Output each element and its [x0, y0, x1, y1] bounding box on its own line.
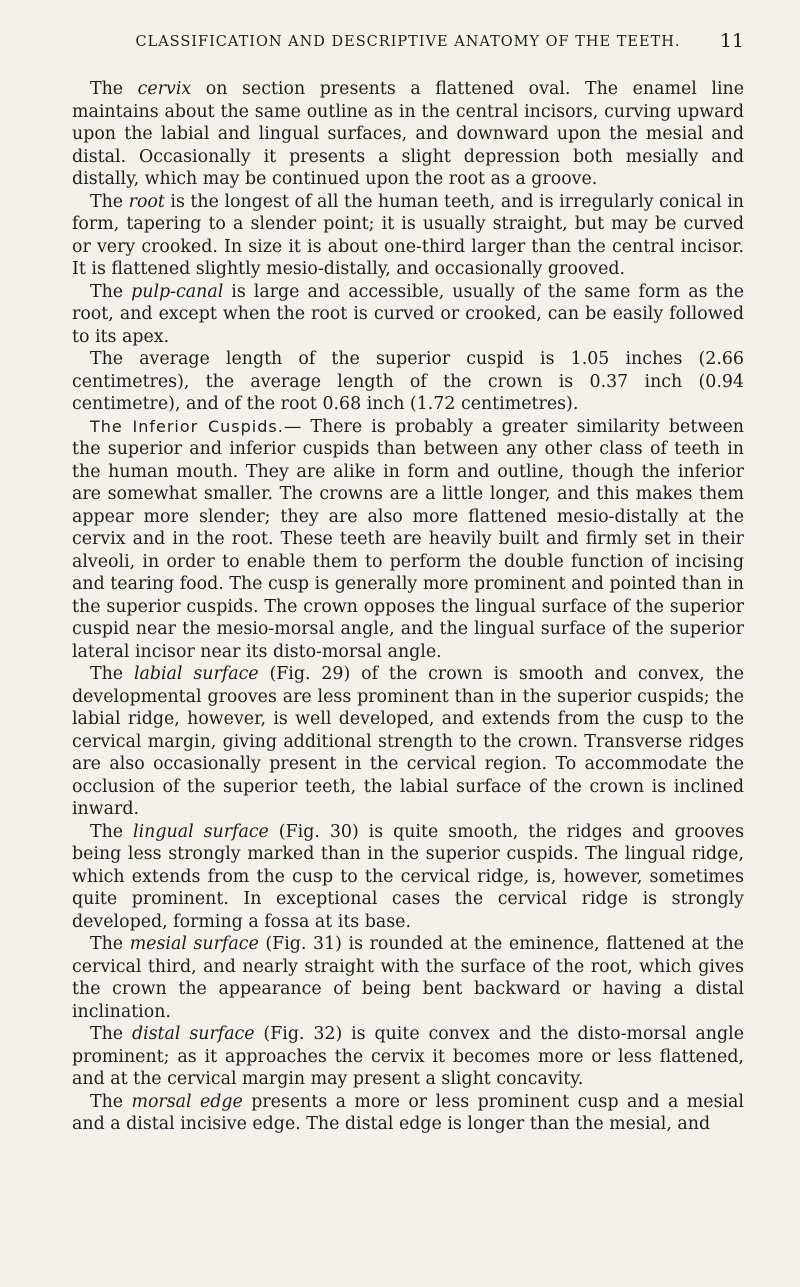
term-root: root: [128, 191, 165, 212]
paragraph-labial-surface: The labial surface (Fig. 29) of the crown is smooth and convex, the developmental grooves are less prominent than in the superior cuspids; the labial ridge, however, is well developed, and extends from the cusp to the cervical margin, giving additional strength to the crown. Transverse ridges are also occasionally present in the cervical region. To accommodate the occlusion of the superior teeth, the labial surface of the crown is inclined inward.: [72, 664, 745, 819]
term-distal-surface: distal surface: [131, 1024, 255, 1044]
paragraph-pulp-canal: The pulp-canal is large and accessible, usually of the same form as the root, and except when the root is curved or crooked, can be easily followed to its apex.: [72, 281, 744, 347]
term-labial-surface: labial surface: [133, 664, 259, 684]
term-mesial-surface: mesial surface: [129, 934, 259, 954]
page-number: 11: [719, 30, 744, 52]
paragraph-mesial-surface: The mesial surface (Fig. 31) is rounded at the eminence, flattened at the cervical third, and nearly straight with the surface of the root, which gives the crown the appearance of being bent backward or having a distal inclination.: [72, 934, 744, 1022]
term-morsal-edge: morsal edge: [131, 1091, 243, 1112]
paragraph-morsal-edge: The morsal edge presents a more or less prominent cusp and a mesial and a distal incisive edge. The distal edge is longer than the mesial, and: [72, 1091, 744, 1134]
paragraph-root: The root is the longest of all the human teeth, and is irregularly conical in form, tapering to a slender point; it is usually straight, but may be curved or very crooked. In size it is about one-third larger than the central incisor. It is flattened slightly mesio-distally, and occasionally grooved.: [72, 191, 744, 279]
paragraph-average-length: The average length of the superior cuspid is 1.05 inches (2.66 centimetres), the average length of the crown is 0.37 inch (0.94 centimetre), and of the root 0.68 inch (1.72 centimetres).: [72, 349, 744, 414]
term-cervix: cervix: [137, 79, 192, 99]
term-pulp-canal: pulp-canal: [131, 281, 224, 302]
body-text: [72, 78, 744, 1136]
term-lingual-surface: lingual surface: [133, 821, 269, 842]
paragraph-lingual-surface: The lingual surface (Fig. 30) is quite smooth, the ridges and grooves being less strongly marked than in the superior cuspids. The lingual ridge, which extends from the cusp to the cervical ridge, is, however, sometimes quite prominent. In exceptional cases the cervical ridge is strongly developed, forming a fossa at its base.: [72, 821, 745, 932]
paragraph-distal-surface: The distal surface (Fig. 32) is quite convex and the disto-morsal angle prominent; as it approaches the cervix it becomes more or less flattened, and at the cervical margin may present a slight concavity.: [72, 1024, 744, 1089]
running-header: [72, 30, 744, 64]
section-heading-inferior-cuspids: The Inferior Cuspids.: [90, 416, 284, 436]
running-header-title: CLASSIFICATION AND DESCRIPTIVE ANATOMY OF THE TEETH.: [135, 34, 681, 50]
paragraph-inferior-cuspids: The Inferior Cuspids.— There is probably a greater similarity between the superior and inferior cuspids than between any other class of teeth in the human mouth. They are alike in form and outline, though the inferior are somewhat smaller. The crowns are a little longer, and this makes them appear more slender; they are also more flattened mesio-distally at the cervix and in the root. These teeth are heavily built and firmly set in their alveoli, in order to enable them to perform the double function of incising and tearing food. The cusp is generally more prominent and pointed than in the superior cuspids. The crown opposes the lingual surface of the superior cuspid near the mesio-morsal angle, and the lingual surface of the superior lateral incisor near its disto-morsal angle.: [72, 416, 745, 662]
paragraph-cervix: The cervix on section presents a flattened oval. The enamel line maintains about the same outline as in the central incisors, curving upward upon the labial and lingual surfaces, and downward upon the mesial and distal. Occasionally it presents a slight depression both mesially and distally, which may be continued upon the root as a groove.: [72, 79, 745, 189]
